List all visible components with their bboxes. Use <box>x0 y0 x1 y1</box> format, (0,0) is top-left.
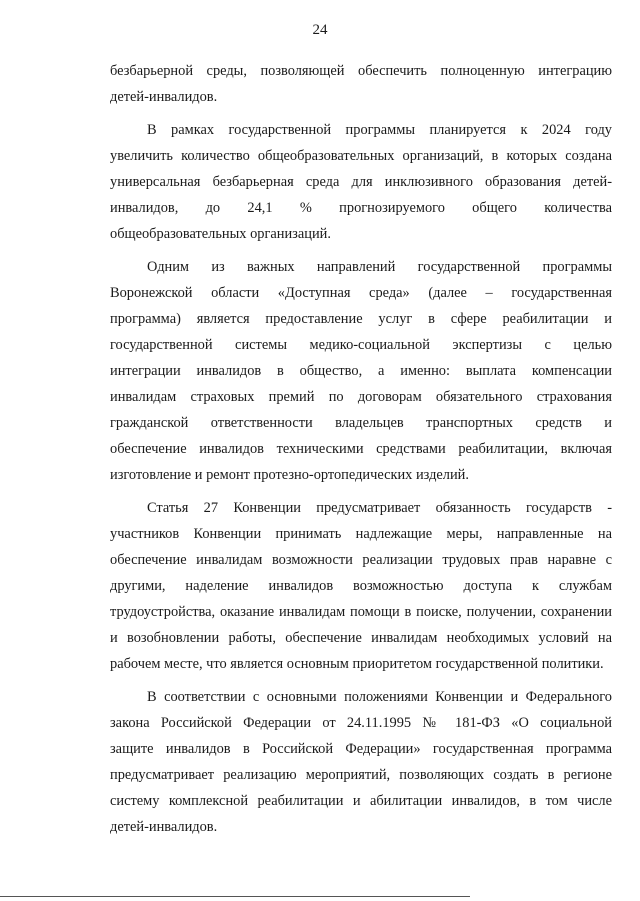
text-line: закона Российской Федерации от 24.11.1995 № 181-ФЗ «О социальной <box>110 715 612 731</box>
text-line: инвалидам страховых премий по договорам обязательного страхования <box>110 389 612 405</box>
text-line: и возобновлении работы, обеспечение инвалидам необходимых условий на <box>110 630 612 646</box>
text-line: государственной системы медико-социальной экспертизы с целью <box>110 337 612 353</box>
text-line: изготовление и ремонт протезно-ортопедических изделий. <box>110 467 469 483</box>
text-line: интеграции инвалидов в общество, а именно: выплата компенсации <box>110 363 612 379</box>
text-line: Статья 27 Конвенции предусматривает обязанность государств - <box>147 500 612 516</box>
text-line: программа) является предоставление услуг в сфере реабилитации и <box>110 311 612 327</box>
text-line: безбарьерной среды, позволяющей обеспечить полноценную интеграцию <box>110 63 612 79</box>
page-number: 24 <box>312 22 328 38</box>
text-line: Воронежской области «Доступная среда» (далее – государственная <box>110 285 612 301</box>
paragraph <box>110 495 612 677</box>
text-line: защите инвалидов в Российской Федерации» государственная программа <box>110 741 612 757</box>
text-line: систему комплексной реабилитации и абилитации инвалидов, в том числе <box>110 793 612 809</box>
text-line: инвалидов, до 24,1 % прогнозируемого общего количества <box>110 200 612 216</box>
text-line: В рамках государственной программы планируется к 2024 году <box>147 122 612 138</box>
text-line: В соответствии с основными положениями Конвенции и Федерального <box>147 689 612 705</box>
text-line: универсальная безбарьерная среда для инклюзивного образования детей- <box>110 174 612 190</box>
text-line: трудоустройства, оказание инвалидам помощи в поиске, получении, сохранении <box>110 604 612 620</box>
paragraph <box>110 58 612 110</box>
paragraph <box>110 684 612 840</box>
text-line: детей-инвалидов. <box>110 819 218 835</box>
text-line: другими, наделение инвалидов возможностью доступа к службам <box>110 578 612 594</box>
paragraph <box>110 117 612 247</box>
text-line: обеспечение инвалидов техническими средствами реабилитации, включая <box>110 441 612 457</box>
text-line: общеобразовательных организаций. <box>110 226 331 242</box>
document-body <box>110 58 612 840</box>
text-line: обеспечение инвалидам возможности реализации трудовых прав наравне с <box>110 552 612 568</box>
text-line: детей-инвалидов. <box>110 89 218 105</box>
text-line: Одним из важных направлений государственной программы <box>147 259 612 275</box>
text-line: увеличить количество общеобразовательных организаций, в которых создана <box>110 148 612 164</box>
text-line: гражданской ответственности владельцев транспортных средств и <box>110 415 612 431</box>
text-line: участников Конвенции принимать надлежащие меры, направленные на <box>110 526 612 542</box>
text-line: рабочем месте, что является основным приоритетом государственной политики. <box>110 656 604 672</box>
paragraph <box>110 254 612 488</box>
text-line: предусматривает реализацию мероприятий, позволяющих создать в регионе <box>110 767 612 783</box>
bottom-divider <box>0 896 470 897</box>
